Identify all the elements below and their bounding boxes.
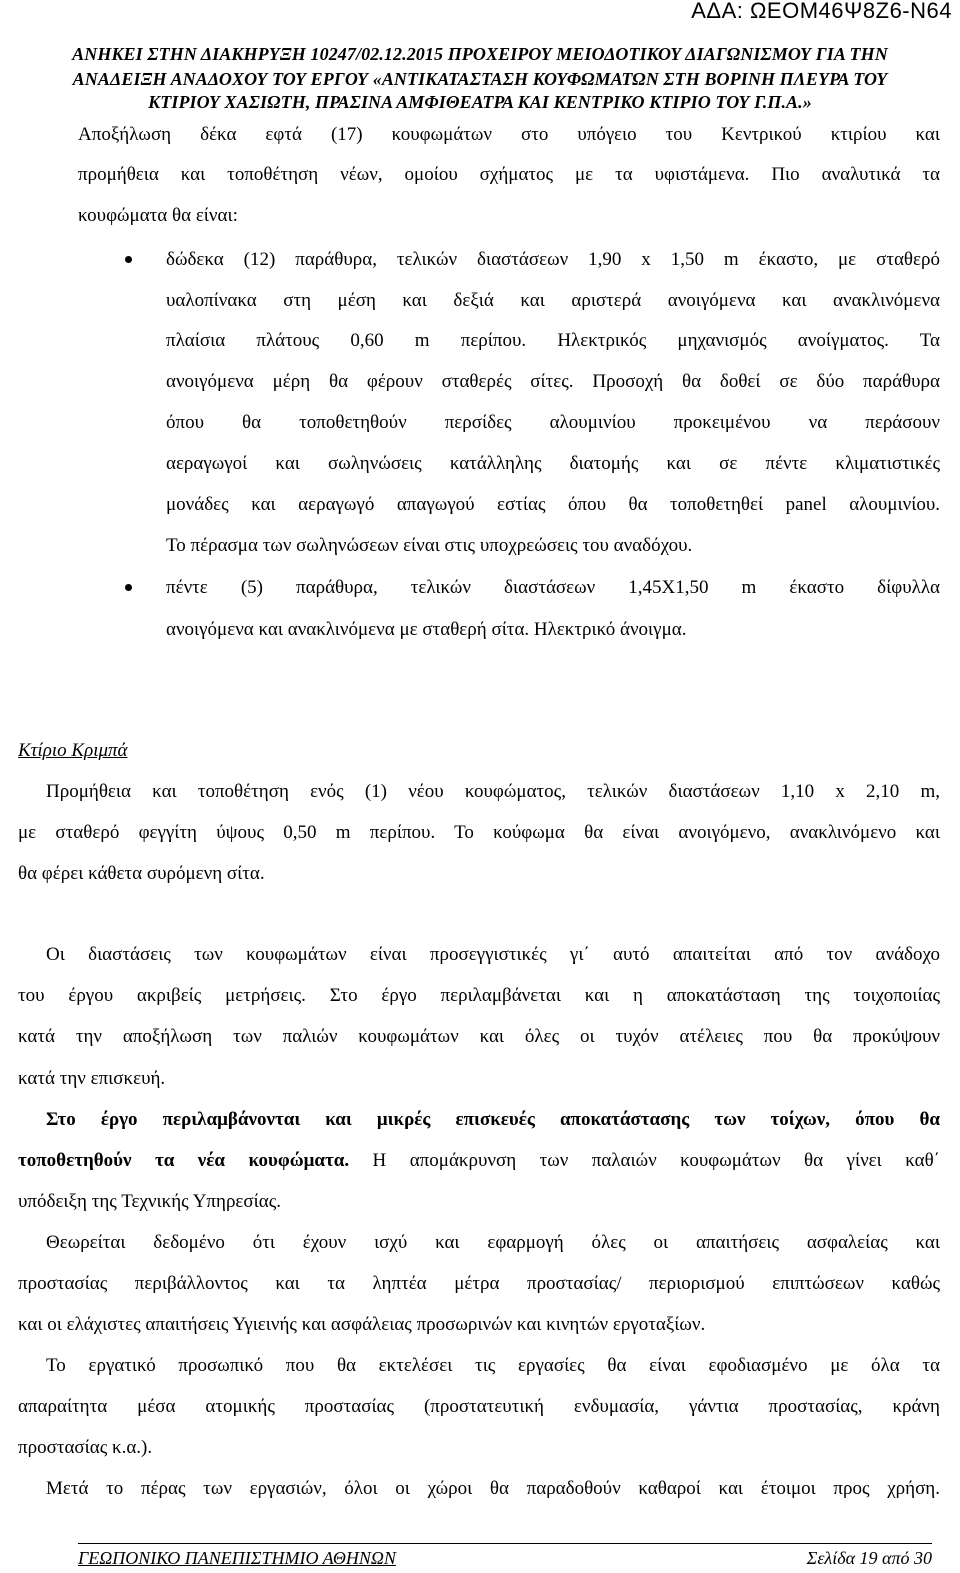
bullet1-line-1: δώδεκα (12) παράθυρα, τελικών διαστάσεων 1,90 x 1,50 m έκαστο, με σταθερό: [166, 249, 940, 270]
dims-line-2: του έργου ακριβείς μετρήσεις. Στο έργο περιλαμβάνεται και η αποκατάσταση της τοιχοποιίας: [18, 985, 940, 1006]
repairs-line-1: Στο έργο περιλαμβάνονται και μικρές επισκευές αποκατάστασης των τοίχων, όπου θα: [46, 1109, 940, 1130]
safety-line-1: Θεωρείται δεδομένο ότι έχουν ισχύ και εφαρμογή όλες οι απαιτήσεις ασφαλείας και: [46, 1232, 940, 1253]
staff-line-2: απαραίτητα μέσα ατομικής προστασίας (προστατευτική ενδυμασία, γάντια προστασίας, κράνη: [18, 1396, 940, 1417]
repairs-line-3: υπόδειξη της Τεχνικής Υπηρεσίας.: [18, 1191, 281, 1212]
krimpa-line-3: θα φέρει κάθετα συρόμενη σίτα.: [18, 863, 265, 884]
repairs-line-2-rest: Η απομάκρυνση των παλαιών κουφωμάτων θα γίνει καθ΄: [349, 1150, 940, 1171]
intro-line-1: Αποξήλωση δέκα εφτά (17) κουφωμάτων στο υπόγειο του Κεντρικού κτιρίου και: [78, 124, 940, 145]
final-line-1: Μετά το πέρας των εργασιών, όλοι οι χώροι θα παραδοθούν καθαροί και έτοιμοι προς χρήση.: [46, 1478, 940, 1499]
header-line-1: ΑΝΗΚΕΙ ΣΤΗΝ ΔΙΑΚΗΡΥΞΗ 10247/02.12.2015 ΠΡΟΧΕΙΡΟΥ ΜΕΙΟΔΟΤΙΚΟΥ ΔΙΑΓΩΝΙΣΜΟΥ ΓΙΑ ΤΗΝ: [72, 44, 888, 64]
krimpa-line-2: με σταθερό φεγγίτη ύψους 0,50 m περίπου. Το κούφωμα θα είναι ανοιγόμενο, ανακλινόμενο και: [18, 822, 940, 843]
footer-institution: ΓΕΩΠΟΝΙΚΟ ΠΑΝΕΠΙΣΤΗΜΙΟ ΑΘΗΝΩΝ: [78, 1548, 396, 1568]
dims-line-3: κατά την αποξήλωση των παλιών κουφωμάτων και όλες οι τυχόν ατέλειες που θα προκύψουν: [18, 1026, 940, 1047]
bullet-dot: [125, 584, 132, 591]
section-heading-krimpa: Κτίριο Κριμπά: [18, 740, 128, 761]
krimpa-line-1: Προμήθεια και τοποθέτηση ενός (1) νέου κουφώματος, τελικών διαστάσεων 1,10 x 2,10 m,: [46, 781, 940, 802]
staff-line-3: προστασίας κ.α.).: [18, 1437, 153, 1458]
dims-line-4: κατά την επισκευή.: [18, 1068, 166, 1089]
bullet2-line-2: ανοιγόμενα και ανακλινόμενα με σταθερή σίτα. Ηλεκτρικό άνοιγμα.: [166, 619, 687, 640]
safety-line-3: και οι ελάχιστες απαιτήσεις Υγιεινής και ασφάλειας προσωρινών και κινητών εργοταξίων.: [18, 1314, 706, 1335]
safety-line-2: προστασίας περιβάλλοντος και τα ληπτέα μέτρα προστασίας/ περιορισμού επιπτώσεων καθώς: [18, 1273, 940, 1294]
bullet-dot: [125, 256, 132, 263]
intro-line-2: προμήθεια και τοποθέτηση νέων, ομοίου σχήματος με τα υφιστάμενα. Πιο αναλυτικά τα: [78, 164, 940, 185]
repairs-line-2: [18, 1150, 940, 1172]
bullet1-line-8: Το πέρασμα των σωληνώσεων είναι στις υποχρεώσεις του αναδόχου.: [166, 535, 693, 556]
header-line-2: ΑΝΑΔΕΙΞΗ ΑΝΑΔΟΧΟΥ ΤΟΥ ΕΡΓΟΥ «ΑΝΤΙΚΑΤΑΣΤΑΣΗ ΚΟΥΦΩΜΑΤΩΝ ΣΤΗ ΒΟΡΙΝΗ ΠΛΕΥΡΑ ΤΟΥ: [72, 69, 888, 89]
staff-line-1: Το εργατικό προσωπικό που θα εκτελέσει τις εργασίες θα είναι εφοδιασμένο με όλα τα: [46, 1355, 940, 1376]
footer-divider: [78, 1543, 932, 1544]
bullet1-line-6: αεραγωγοί και σωληνώσεις κατάλληλης διατομής και σε πέντε κλιματιστικές: [166, 453, 940, 474]
bullet1-line-4: ανοιγόμενα μέρη θα φέρουν σταθερές σίτες. Προσοχή θα δοθεί σε δύο παράθυρα: [166, 371, 940, 392]
intro-line-3: κουφώματα θα είναι:: [78, 205, 238, 226]
bullet1-line-3: πλαίσια πλάτους 0,60 m περίπου. Ηλεκτρικός μηχανισμός ανοίγματος. Τα: [166, 330, 940, 351]
ada-code: ΑΔΑ: ΩΕΟΜ46Ψ8Ζ6-Ν64: [691, 0, 952, 23]
bullet1-line-2: υαλοπίνακα στη μέση και δεξιά και αριστερά ανοιγόμενα και ανακλινόμενα: [166, 290, 940, 311]
repairs-line-2-bold: τοποθετηθούν τα νέα κουφώματα.: [18, 1150, 350, 1171]
bullet1-line-7: μονάδες και αεραγωγό απαγωγού εστίας όπου θα τοποθετηθεί panel αλουμινίου.: [166, 494, 940, 515]
bullet2-line-1: πέντε (5) παράθυρα, τελικών διαστάσεων 1,45Χ1,50 m έκαστο δίφυλλα: [166, 577, 940, 598]
header-line-3: ΚΤΙΡΙΟΥ ΧΑΣΙΩΤΗ, ΠΡΑΣΙΝΑ ΑΜΦΙΘΕΑΤΡΑ ΚΑΙ ΚΕΝΤΡΙΚΟ ΚΤΙΡΙΟ ΤΟΥ Γ.Π.Α.»: [148, 92, 812, 112]
bullet1-line-5: όπου θα τοποθετηθούν περσίδες αλουμινίου προκειμένου να περάσουν: [166, 412, 940, 433]
dims-line-1: Οι διαστάσεις των κουφωμάτων είναι προσεγγιστικές γι΄ αυτό απαιτείται από τον ανάδοχο: [46, 944, 940, 965]
footer-page-number: Σελίδα 19 από 30: [806, 1548, 932, 1568]
